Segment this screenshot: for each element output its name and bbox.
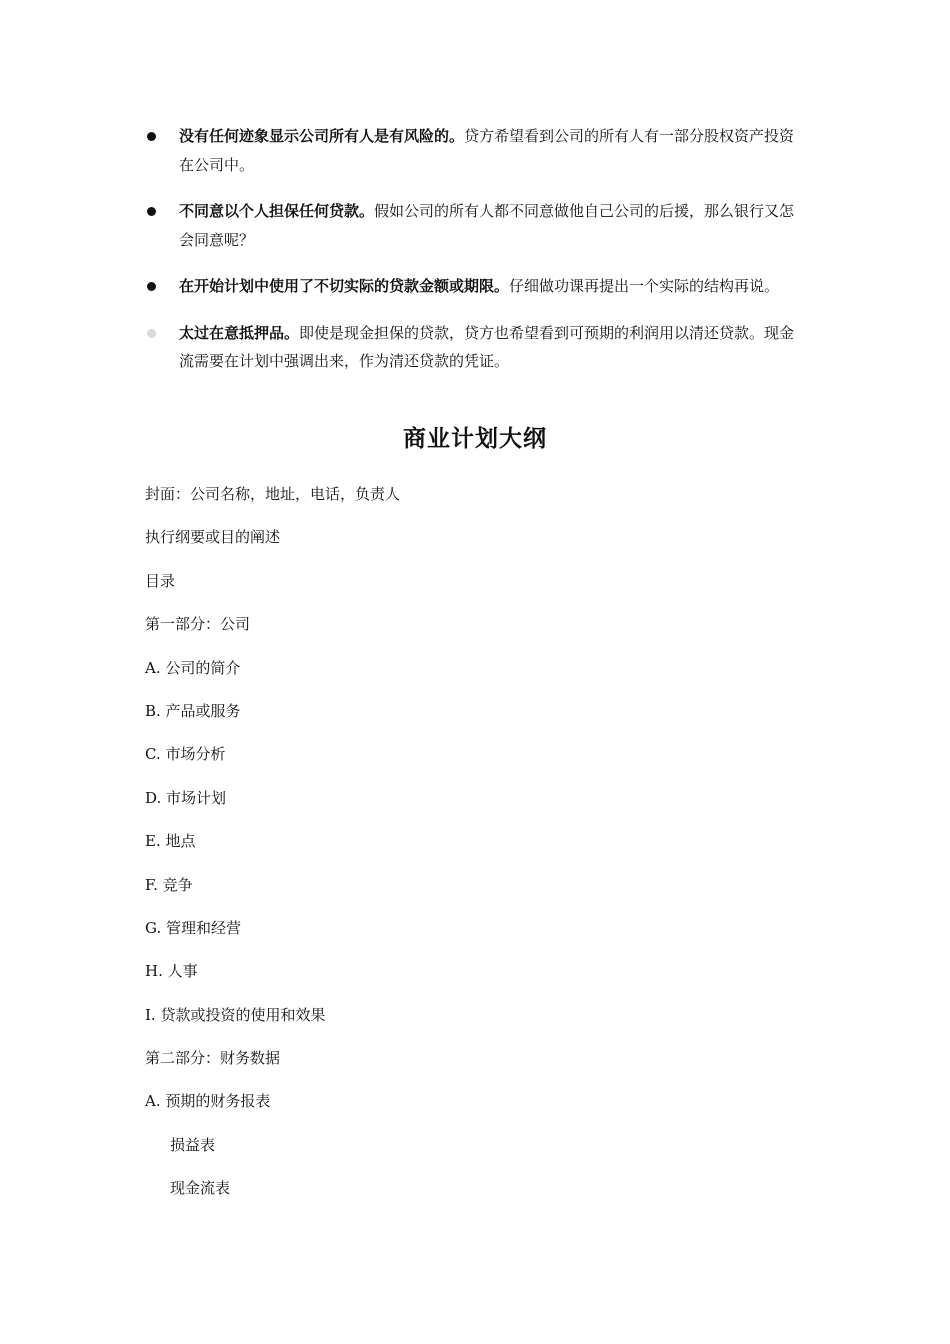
bullet-text: 贷方希望看到公司的所有人有一部分股权资产投资在公司中。 (179, 127, 795, 174)
bullet-text: 仔细做功课再提出一个实际的结构再说。 (509, 277, 780, 295)
outline-section-heading: 第一部分：公司 (145, 615, 251, 634)
outline-line: G. 管理和经营 (145, 918, 241, 937)
outline-line: I. 贷款或投资的使用和效果 (145, 1005, 326, 1024)
bullet-item (143, 319, 803, 376)
bullet-dot-icon (147, 132, 156, 141)
outline-line: A. 预期的财务报表 (145, 1092, 271, 1111)
outline-subitem: 损益表 (170, 1135, 216, 1154)
outline-section-heading: 第二部分：财务数据 (145, 1049, 281, 1068)
bullet-bold-text: 没有任何迹象显示公司所有人是有风险的。 (179, 127, 465, 145)
outline-line: 封面：公司名称，地址，电话，负责人 (145, 485, 401, 503)
bullet-item (143, 272, 803, 301)
outline-line: 执行纲要或目的阐述 (145, 528, 281, 547)
outline-line: C. 市场分析 (145, 745, 226, 764)
outline-line: D. 市场计划 (145, 788, 227, 807)
bullet-dot-icon (147, 207, 156, 216)
bullet-bold-text: 在开始计划中使用了不切实际的贷款金额或期限。 (179, 277, 510, 295)
bullet-bold-text: 不同意以个人担保任何贷款。 (179, 202, 375, 220)
bullet-item (143, 197, 803, 254)
bullet-text: 即使是现金担保的贷款，贷方也希望看到可预期的利润用以清还贷款。现金流需要在计划中强调出来，作为清还贷款的凭证。 (179, 323, 795, 370)
outline-line: B. 产品或服务 (145, 701, 241, 720)
outline-line: A. 公司的简介 (145, 658, 241, 677)
outline-line: E. 地点 (145, 832, 196, 851)
outline-list (145, 481, 805, 1219)
bullet-item (143, 122, 803, 179)
bullet-text: 假如公司的所有人都不同意做他自己公司的后援，那么银行又怎会同意呢？ (179, 202, 795, 249)
outline-subitem: 现金流表 (170, 1179, 231, 1198)
bullet-dot-icon (147, 329, 156, 338)
outline-line: 目录 (145, 571, 176, 590)
page-title: 商业计划大纲 (403, 425, 547, 452)
outline-line: H. 人事 (145, 962, 198, 981)
bullet-bold-text: 太过在意抵押品。 (179, 323, 300, 342)
bullet-dot-icon (147, 282, 156, 291)
outline-line: F. 竞争 (145, 875, 193, 894)
bullet-list (143, 122, 803, 394)
